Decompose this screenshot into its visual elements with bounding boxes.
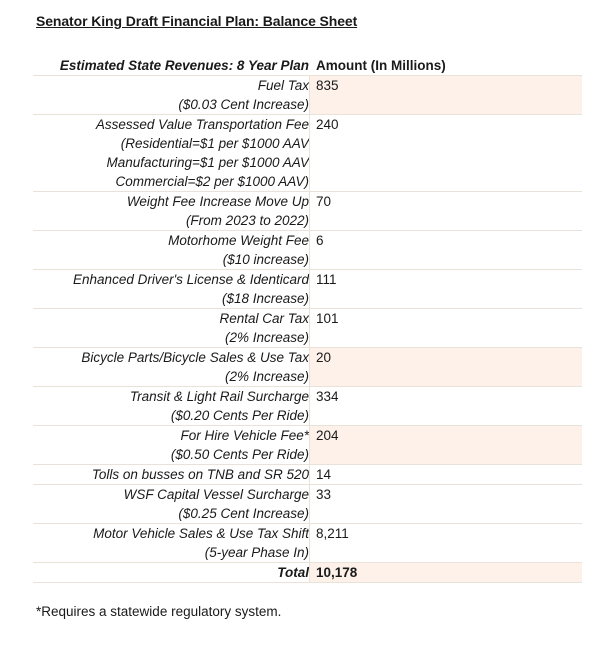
revenue-source [33, 270, 309, 308]
amount-cell: 33 [309, 485, 582, 523]
revenue-note: (2% Increase) [224, 369, 309, 384]
page-title: Senator King Draft Financial Plan: Balance Sheet [36, 13, 358, 29]
amount-cell: 14 [309, 465, 582, 484]
revenue-note: (Residential=$1 per $1000 AAV [120, 136, 309, 151]
amount-cell: 334 [309, 387, 582, 425]
revenue-note: Commercial=$2 per $1000 AAV) [115, 174, 309, 189]
revenue-note: (From 2023 to 2022) [185, 213, 309, 228]
revenue-source [33, 76, 309, 114]
revenue-source [33, 192, 309, 230]
total-amount: 10,178 [309, 563, 582, 582]
revenue-source [33, 465, 309, 484]
amount-cell: 8,211 [309, 524, 582, 562]
revenue-label: WSF Capital Vessel Surcharge [123, 487, 309, 502]
revenue-label: Tolls on busses on TNB and SR 520 [91, 467, 309, 482]
revenue-source [33, 231, 309, 269]
revenue-note: Manufacturing=$1 per $1000 AAV [106, 155, 309, 170]
table-header [33, 55, 582, 75]
amount-cell: 835 [309, 76, 582, 114]
table-row [33, 270, 582, 309]
revenue-label: For Hire Vehicle Fee* [180, 428, 309, 443]
revenue-label: Rental Car Tax [219, 311, 309, 326]
revenue-source [33, 524, 309, 562]
footnote: *Requires a statewide regulatory system. [36, 604, 282, 619]
table-row [33, 524, 582, 563]
revenue-note: (5-year Phase In) [204, 545, 309, 560]
revenue-source [33, 485, 309, 523]
header-revenues: Estimated State Revenues: 8 Year Plan [59, 57, 309, 73]
revenue-source [33, 309, 309, 347]
revenue-source [33, 387, 309, 425]
table-row [33, 115, 582, 192]
header-amount: Amount (In Millions) [316, 57, 446, 73]
balance-sheet-table [33, 55, 582, 583]
revenue-source [33, 348, 309, 386]
table-row [33, 348, 582, 387]
table-row [33, 485, 582, 524]
table-row [33, 309, 582, 348]
revenue-source [33, 115, 309, 191]
revenue-label: Assessed Value Transportation Fee [95, 117, 309, 132]
total-label: Total [277, 565, 309, 580]
table-row [33, 192, 582, 231]
revenue-label: Fuel Tax [257, 78, 309, 93]
amount-cell: 101 [309, 309, 582, 347]
revenue-label: Bicycle Parts/Bicycle Sales & Use Tax [81, 350, 309, 365]
amount-cell: 204 [309, 426, 582, 464]
revenue-label: Motorhome Weight Fee [168, 233, 309, 248]
amount-cell: 240 [309, 115, 582, 191]
revenue-note: ($0.03 Cent Increase) [178, 97, 309, 112]
revenue-note: (2% Increase) [224, 330, 309, 345]
table-body [33, 75, 582, 583]
revenue-note: ($0.20 Cents Per Ride) [170, 408, 309, 423]
revenue-label: Weight Fee Increase Move Up [126, 194, 309, 209]
amount-cell: 20 [309, 348, 582, 386]
table-row [33, 465, 582, 485]
table-row [33, 231, 582, 270]
revenue-note: ($10 increase) [222, 252, 309, 267]
amount-cell: 111 [309, 270, 582, 308]
amount-cell: 6 [309, 231, 582, 269]
revenue-label: Transit & Light Rail Surcharge [129, 389, 309, 404]
revenue-note: ($0.25 Cent Increase) [178, 506, 309, 521]
revenue-label: Enhanced Driver's License & Identicard [73, 272, 309, 287]
revenue-note: ($0.50 Cents Per Ride) [170, 447, 309, 462]
revenue-label: Motor Vehicle Sales & Use Tax Shift [93, 526, 309, 541]
amount-cell: 70 [309, 192, 582, 230]
table-row [33, 75, 582, 115]
revenue-source [33, 426, 309, 464]
table-row [33, 387, 582, 426]
total-row [33, 563, 582, 583]
revenue-note: ($18 Increase) [221, 291, 309, 306]
table-row [33, 426, 582, 465]
